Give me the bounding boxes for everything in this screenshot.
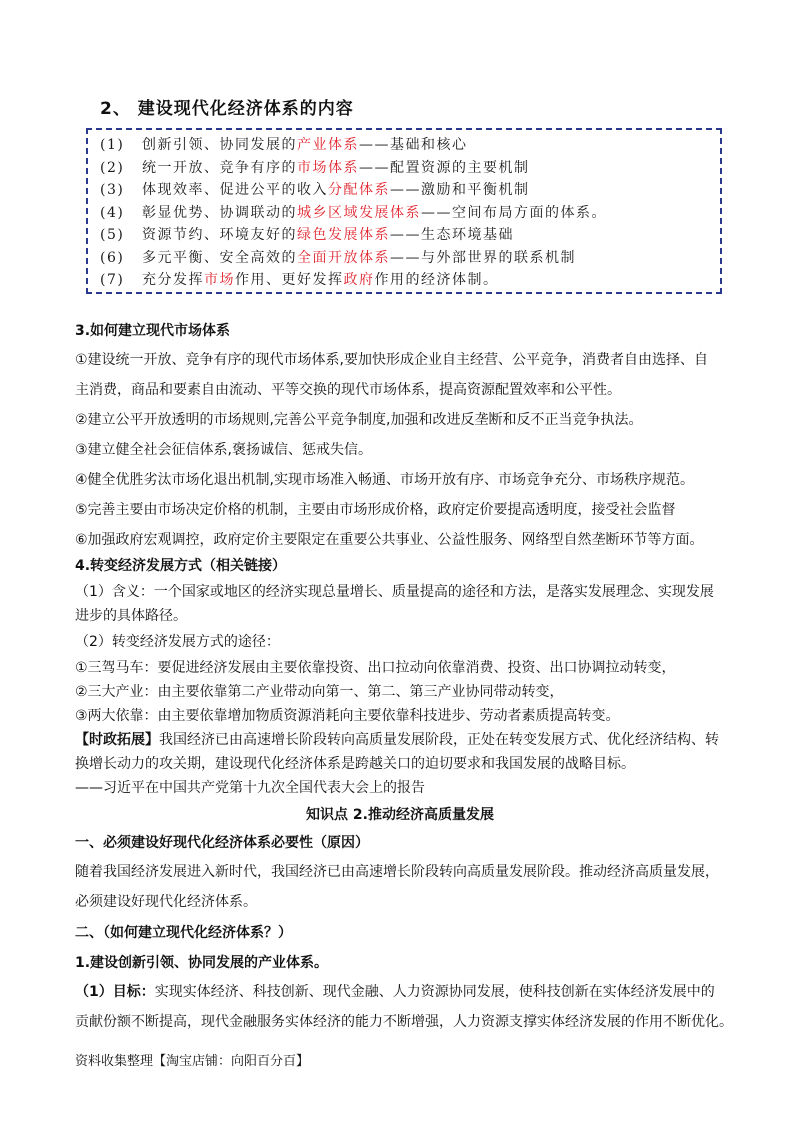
goal-text: 实现实体经济、科技创新、现代金融、人力资源协同发展，使科技创新在实体经济发展中的: [154, 984, 715, 1000]
paragraph-line: ②建立公平开放透明的市场规则,完善公平竞争制度,加强和改进反垄断和反不正当竞争执法。: [75, 412, 643, 428]
list-item-red: 分配体系: [328, 182, 390, 198]
knowledge-point-heading: 知识点 2.推动经济高质量发展: [306, 807, 494, 823]
list-item-post: ——生态环境基础: [390, 227, 514, 243]
list-item-pre: 彰显优势、协调联动的: [142, 204, 297, 221]
paragraph-line: ⑤完善主要由市场决定价格的机制，主要由市场形成价格，政府定价要提高透明度，接受社会监督: [75, 502, 676, 518]
list-item-red: 产业体系: [297, 137, 359, 153]
list-item-pre: 充分发挥: [142, 272, 204, 288]
heading-industrial-system: 1.建设创新引领、协同发展的产业体系。: [75, 955, 329, 971]
quote-source: ——习近平在中国共产党第十九次全国代表大会上的报告: [75, 780, 425, 796]
heading-market-system: 3.如何建立现代市场体系: [75, 323, 231, 339]
list-item-red: 绿色发展体系: [297, 227, 390, 243]
heading-necessity: 一、必须建设好现代化经济体系必要性（原因）: [75, 835, 369, 851]
paragraph-line: 贡献份额不断提高，现代金融服务实体经济的能力不断增强，人力资源支撑实体经济发展的作用不断优化。: [75, 1014, 733, 1030]
paragraph-line: ③建立健全社会征信体系,褒扬诚信、惩戒失信。: [75, 442, 372, 458]
paragraph-line: 随着我国经济发展进入新时代，我国经济已由高速增长阶段转向高质量发展阶段。推动经济高质量发展，: [75, 864, 719, 880]
content-list-item: [100, 247, 720, 270]
list-item-num: (6): [100, 249, 125, 266]
list-item-pre: 统一开放、竞争有序的: [142, 159, 297, 176]
heading-transform-mode: 4.转变经济发展方式（相关链接）: [75, 558, 287, 574]
content-list-item: [100, 269, 720, 292]
paragraph-line: ①三驾马车：要促进经济发展由主要依靠投资、出口拉动向依靠消费、投资、出口协调拉动转变，: [75, 660, 676, 676]
list-item-num: (4): [100, 204, 125, 221]
goal-label: （1）目标：: [75, 984, 155, 1000]
paragraph-line: （2）转变经济发展方式的途径：: [75, 634, 280, 650]
paragraph-line: ①建设统一开放、竞争有序的现代市场体系,要加快形成企业自主经营、公平竞争，消费者自由选择、自: [75, 352, 708, 368]
content-list-item: [100, 157, 720, 180]
footer-note: 资料收集整理【淘宝店铺：向阳百分百】: [75, 1054, 310, 1069]
paragraph-line: [75, 729, 719, 749]
list-item-pre: 创新引领、协同发展的: [142, 137, 297, 153]
content-list-box: [86, 128, 722, 294]
content-list-item: [100, 202, 720, 225]
list-item-red: 全面开放体系: [297, 249, 390, 266]
content-list-item: [100, 179, 720, 202]
list-item-mid: 作用、更好发挥: [235, 272, 344, 288]
list-item-post: ——与外部世界的联系机制: [390, 249, 576, 266]
list-item-post: ——空间布局方面的体系。: [421, 204, 607, 221]
list-item-post: ——配置资源的主要机制: [359, 159, 530, 176]
list-item-post: ——基础和核心: [359, 137, 468, 153]
content-list-item: [100, 134, 720, 157]
list-item-red: 城乡区域发展体系: [297, 204, 421, 221]
paragraph-line: ②三大产业：由主要依靠第二产业带动向第一、第二、第三产业协同带动转变，: [75, 684, 564, 700]
paragraph-line: [75, 981, 715, 1001]
list-item-num: (2): [100, 159, 125, 176]
paragraph-line: 必须建设好现代化经济体系。: [75, 894, 257, 910]
list-item-num: (7): [100, 272, 125, 288]
list-item-post: 作用的经济体制。: [374, 272, 499, 288]
section-title-content: 2、 建设现代化经济体系的内容: [100, 99, 354, 119]
list-item-num: (3): [100, 182, 125, 198]
list-item-pre: 多元平衡、安全高效的: [142, 249, 297, 266]
list-item-red: 市场体系: [297, 159, 359, 176]
list-item-num: (5): [100, 227, 125, 243]
list-item-red: 市场: [204, 272, 235, 288]
list-item-post: ——激励和平衡机制: [390, 182, 530, 198]
paragraph-line: 进步的具体路径。: [75, 608, 187, 624]
paragraph-line: ③两大依靠：由主要依靠增加物质资源消耗向主要依靠科技进步、劳动者素质提高转变。: [75, 708, 620, 724]
list-item-red2: 政府: [343, 272, 375, 288]
paragraph-line: 换增长动力的攻关期，建设现代化经济体系是跨越关口的迫切要求和我国发展的战略目标。: [75, 756, 635, 772]
paragraph-line: ⑥加强政府宏观调控，政府定价主要限定在重要公共事业、公益性服务、网络型自然垄断环节等方面。: [75, 532, 704, 548]
list-item-num: (1): [100, 137, 125, 153]
paragraph-line: ④健全优胜劣汰市场化退出机制,实现市场准入畅通、市场开放有序、市场竞争充分、市场秩序规范。: [75, 472, 694, 488]
paragraph-line: 主消费，商品和要素自由流动、平等交换的现代市场体系，提高资源配置效率和公平性。: [75, 382, 621, 398]
shizheng-text: 我国经济已由高速增长阶段转向高质量发展阶段，正处在转变发展方式、优化经济结构、转: [159, 732, 719, 748]
paragraph-line: （1）含义：一个国家或地区的经济实现总量增长、质量提高的途径和方法，是落实发展理念、实现发展: [75, 584, 714, 600]
shizheng-label: 【时政拓展】: [75, 732, 159, 748]
list-item-pre: 体现效率、促进公平的收入: [142, 182, 328, 198]
heading-how-to-build: 二、（如何建立现代化经济体系？）: [75, 925, 292, 941]
list-item-pre: 资源节约、环境友好的: [142, 227, 297, 243]
content-list-item: [100, 224, 720, 247]
